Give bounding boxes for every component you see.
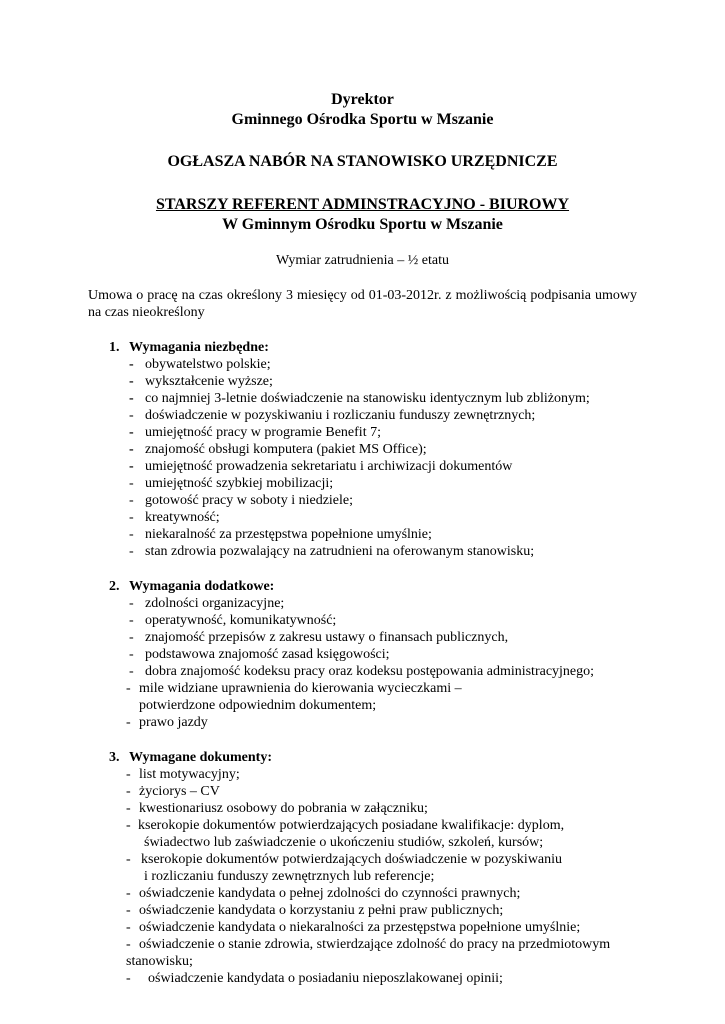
- list-item-text: podstawowa znajomość zasad księgowości;: [145, 647, 390, 662]
- list-item: [88, 663, 637, 680]
- list-item: [88, 646, 637, 663]
- dash-bullet: -: [129, 391, 134, 406]
- list-item-text: obywatelstwo polskie;: [145, 357, 271, 372]
- list-item-text: kwestionariusz osobowy do pobrania w załączniku;: [139, 801, 428, 816]
- dash-bullet: -: [126, 852, 131, 867]
- list-item: [88, 680, 637, 714]
- section-required: [88, 339, 637, 560]
- dash-bullet: -: [126, 681, 131, 696]
- dash-bullet: -: [129, 357, 134, 372]
- list-item-text: niekaralność za przestępstwa popełnione umyślnie;: [145, 527, 432, 542]
- section-title-text: Wymagane dokumenty:: [129, 750, 272, 765]
- dash-bullet: -: [129, 544, 134, 559]
- header-announcement: OGŁASZA NABÓR NA STANOWISKO URZĘDNICZE: [167, 153, 558, 170]
- contract-paragraph: Umowa o pracę na czas określony 3 miesięcy od 01-03-2012r. z możliwością podpisania umowy na czas nieokreślony: [88, 288, 637, 320]
- dash-bullet: -: [129, 425, 134, 440]
- list-item: [88, 885, 637, 902]
- list-item-text: wykształcenie wyższe;: [145, 374, 273, 389]
- list-item-text: co najmniej 3-letnie doświadczenie na stanowisku identycznym lub zbliżonym;: [145, 391, 590, 406]
- section-title-text: Wymagania dodatkowe:: [129, 579, 275, 594]
- list-item-text: kreatywność;: [145, 510, 220, 525]
- list-item-text: umiejętność prowadzenia sekretariatu i archiwizacji dokumentów: [145, 459, 513, 474]
- dash-bullet: -: [129, 459, 134, 474]
- dash-bullet: -: [126, 818, 131, 833]
- list-item-text: kserokopie dokumentów potwierdzających doświadczenie w pozyskiwaniu i rozliczaniu funduszy zewnętrznych lub referencje;: [141, 852, 563, 884]
- list-item: [88, 492, 637, 509]
- list-item-text: oświadczenie o stanie zdrowia, stwierdzające zdolność do pracy na przedmiotowym stanowisku;: [126, 937, 611, 969]
- list-item: [88, 356, 637, 373]
- dash-bullet: -: [129, 408, 134, 423]
- position-title: STARSZY REFERENT ADMINSTRACYJNO - BIUROWY: [155, 196, 570, 213]
- list-item-text: oświadczenie kandydata o posiadaniu nieposzlakowanej opinii;: [148, 971, 503, 986]
- list-item: [88, 543, 637, 560]
- list-item-text: zdolności organizacyjne;: [145, 596, 285, 611]
- dash-bullet: -: [126, 920, 131, 935]
- section-documents: [88, 749, 637, 987]
- dash-bullet: -: [126, 903, 131, 918]
- list-item: [88, 475, 637, 492]
- section-additional: [88, 578, 637, 731]
- list-item: [88, 902, 637, 919]
- list-item-text: mile widziane uprawnienia do kierowania wycieczkami – potwierdzone odpowiednim dokumentem;: [139, 681, 462, 713]
- dash-bullet: -: [126, 886, 131, 901]
- list-item-text: oświadczenie kandydata o pełnej zdolności do czynności prawnych;: [139, 886, 521, 901]
- list-item: [88, 766, 637, 783]
- list-item: [88, 629, 637, 646]
- list-item: [88, 458, 637, 475]
- dash-bullet: -: [126, 971, 131, 986]
- dash-bullet: -: [129, 596, 134, 611]
- position-place: W Gminnym Ośrodku Sportu w Mszanie: [222, 216, 503, 233]
- section-number: 1.: [109, 340, 120, 355]
- list-item: [88, 817, 637, 851]
- documents-list: [88, 766, 637, 987]
- list-item-text: oświadczenie kandydata o korzystaniu z pełni praw publicznych;: [139, 903, 504, 918]
- list-item-text: operatywność, komunikatywność;: [145, 613, 337, 628]
- list-item: [88, 595, 637, 612]
- list-item: [88, 714, 637, 731]
- list-item-text: stan zdrowia pozwalający na zatrudnieni na oferowanym stanowisku;: [145, 544, 535, 559]
- section-title-text: Wymagania niezbędne:: [129, 340, 269, 355]
- section-title: [88, 578, 637, 595]
- dash-bullet: -: [129, 476, 134, 491]
- additional-list: [88, 595, 637, 731]
- dash-bullet: -: [126, 767, 131, 782]
- required-list: [88, 356, 637, 560]
- list-item-text: życiorys – CV: [139, 784, 220, 799]
- dash-bullet: -: [129, 647, 134, 662]
- dash-bullet: -: [129, 630, 134, 645]
- list-item: [88, 407, 637, 424]
- list-item: [88, 441, 637, 458]
- list-item: [88, 424, 637, 441]
- list-item-text: prawo jazdy: [139, 715, 208, 730]
- list-item: [88, 783, 637, 800]
- list-item: [88, 526, 637, 543]
- dash-bullet: -: [129, 493, 134, 508]
- dash-bullet: -: [126, 937, 131, 952]
- list-item: [88, 800, 637, 817]
- dash-bullet: -: [129, 442, 134, 457]
- dash-bullet: -: [129, 527, 134, 542]
- header-director: Dyrektor: [331, 91, 394, 108]
- dash-bullet: -: [126, 715, 131, 730]
- list-item: [88, 509, 637, 526]
- section-number: 3.: [109, 750, 120, 765]
- section-title: [88, 749, 637, 766]
- list-item-text: kserokopie dokumentów potwierdzających posiadane kwalifikacje: dyplom, świadectwo lub zaświadczenie o ukończeniu studiów, szkoleń, kursów;: [138, 818, 565, 850]
- list-item: [88, 919, 637, 936]
- employment-scope: Wymiar zatrudnienia – ½ etatu: [276, 253, 449, 268]
- list-item-text: doświadczenie w pozyskiwaniu i rozliczaniu funduszy zewnętrznych;: [145, 408, 536, 423]
- list-item: [88, 970, 637, 987]
- list-item: [88, 851, 637, 885]
- section-title: [88, 339, 637, 356]
- list-item-text: gotowość pracy w soboty i niedziele;: [145, 493, 354, 508]
- dash-bullet: -: [126, 784, 131, 799]
- list-item-text: dobra znajomość kodeksu pracy oraz kodeksu postępowania administracyjnego;: [145, 664, 595, 679]
- list-item-text: znajomość przepisów z zakresu ustawy o finansach publicznych,: [145, 630, 509, 645]
- list-item-text: list motywacyjny;: [139, 767, 240, 782]
- list-item-text: umiejętność pracy w programie Benefit 7;: [145, 425, 381, 440]
- list-item: [88, 936, 637, 970]
- list-item-text: znajomość obsługi komputera (pakiet MS Office);: [145, 442, 427, 457]
- list-item-text: umiejętność szybkiej mobilizacji;: [145, 476, 334, 491]
- section-number: 2.: [109, 579, 120, 594]
- list-item: [88, 390, 637, 407]
- dash-bullet: -: [129, 613, 134, 628]
- list-item: [88, 373, 637, 390]
- dash-bullet: -: [129, 374, 134, 389]
- dash-bullet: -: [126, 801, 131, 816]
- list-item: [88, 612, 637, 629]
- list-item-text: oświadczenie kandydata o niekaralności za przestępstwa popełnione umyślnie;: [139, 920, 581, 935]
- dash-bullet: -: [129, 510, 134, 525]
- header-institution: Gminnego Ośrodka Sportu w Mszanie: [231, 111, 494, 128]
- dash-bullet: -: [129, 664, 134, 679]
